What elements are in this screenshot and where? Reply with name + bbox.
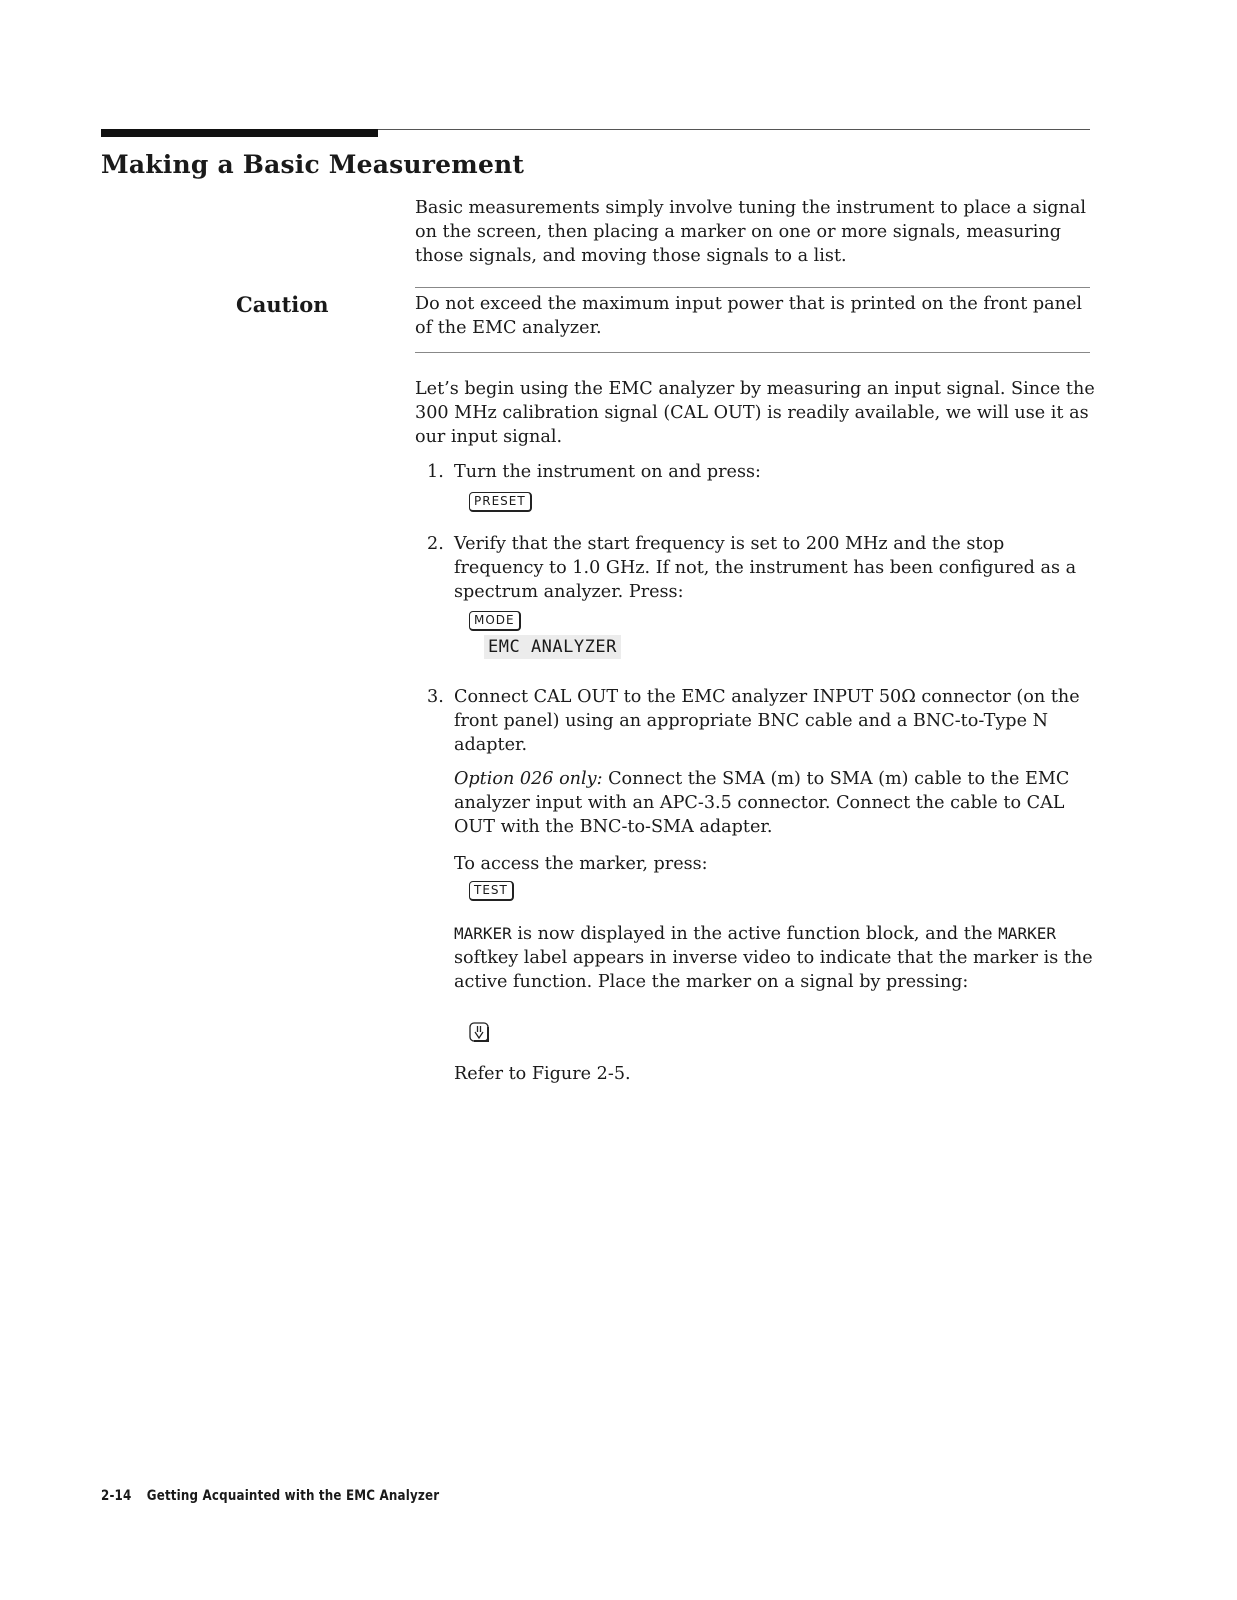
emc-analyzer-softkey[interactable]: EMC ANALYZER: [484, 635, 621, 659]
step-text: Connect CAL OUT to the EMC analyzer INPUT 50Ω connector (on the front panel) using an appropriate BNC cable and a BNC-to-Type N adapter.: [454, 687, 1080, 755]
step-number: 3.: [427, 687, 444, 707]
marker-word: MARKER: [998, 924, 1056, 943]
step-text: Verify that the start frequency is set to 200 MHz and the stop frequency to 1.0 GHz. If not, the instrument has been configured as a spectrum analyzer. Press:: [454, 534, 1077, 602]
access-marker-text: To access the marker, press:: [454, 854, 708, 874]
caution-rule-top: [415, 287, 1090, 288]
down-arrow-key-icon[interactable]: [469, 1022, 491, 1044]
page-footer: [101, 1488, 439, 1504]
option-text: Connect the SMA (m) to SMA (m) cable to the EMC analyzer input with an APC-3.5 connector. Connect the cable to CAL OUT with the BNC-to-SMA adapter.: [454, 769, 1070, 837]
header-rule-thin: [378, 129, 1090, 130]
lets-begin-paragraph: Let’s begin using the EMC analyzer by measuring an input signal. Since the 300 MHz calibration signal (CAL OUT) is readily available, we will use it as our input signal.: [415, 379, 1095, 447]
step-number: 2.: [427, 534, 444, 554]
step-text: Turn the instrument on and press:: [454, 462, 761, 482]
step-number: 1.: [427, 462, 444, 482]
test-key[interactable]: TEST: [469, 881, 514, 901]
section-title: Making a Basic Measurement: [101, 150, 525, 179]
marker-word: MARKER: [454, 924, 512, 943]
caution-rule-bottom: [415, 352, 1090, 353]
mode-key[interactable]: MODE: [469, 611, 521, 631]
option-paragraph: [454, 767, 1094, 839]
page-number: 2-14: [101, 1488, 132, 1504]
chapter-title: Getting Acquainted with the EMC Analyzer: [146, 1488, 440, 1504]
preset-key[interactable]: PRESET: [469, 492, 532, 512]
marker-paragraph: MARKER is now displayed in the active function block, and the MARKER softkey label appears in inverse video to indicate that the marker is the active function. Place the marker on a signal by pressing:: [454, 924, 1093, 992]
header-rule-thick: [101, 129, 378, 137]
caution-text: Do not exceed the maximum input power that is printed on the front panel of the EMC analyzer.: [415, 294, 1083, 338]
caution-label: Caution: [236, 292, 329, 317]
option-label: Option 026 only:: [454, 769, 603, 789]
intro-paragraph: Basic measurements simply involve tuning the instrument to place a signal on the screen, then placing a marker on one or more signals, measuring those signals, and moving those signals to a list.: [415, 198, 1087, 266]
refer-figure-text: Refer to Figure 2-5.: [454, 1064, 631, 1084]
